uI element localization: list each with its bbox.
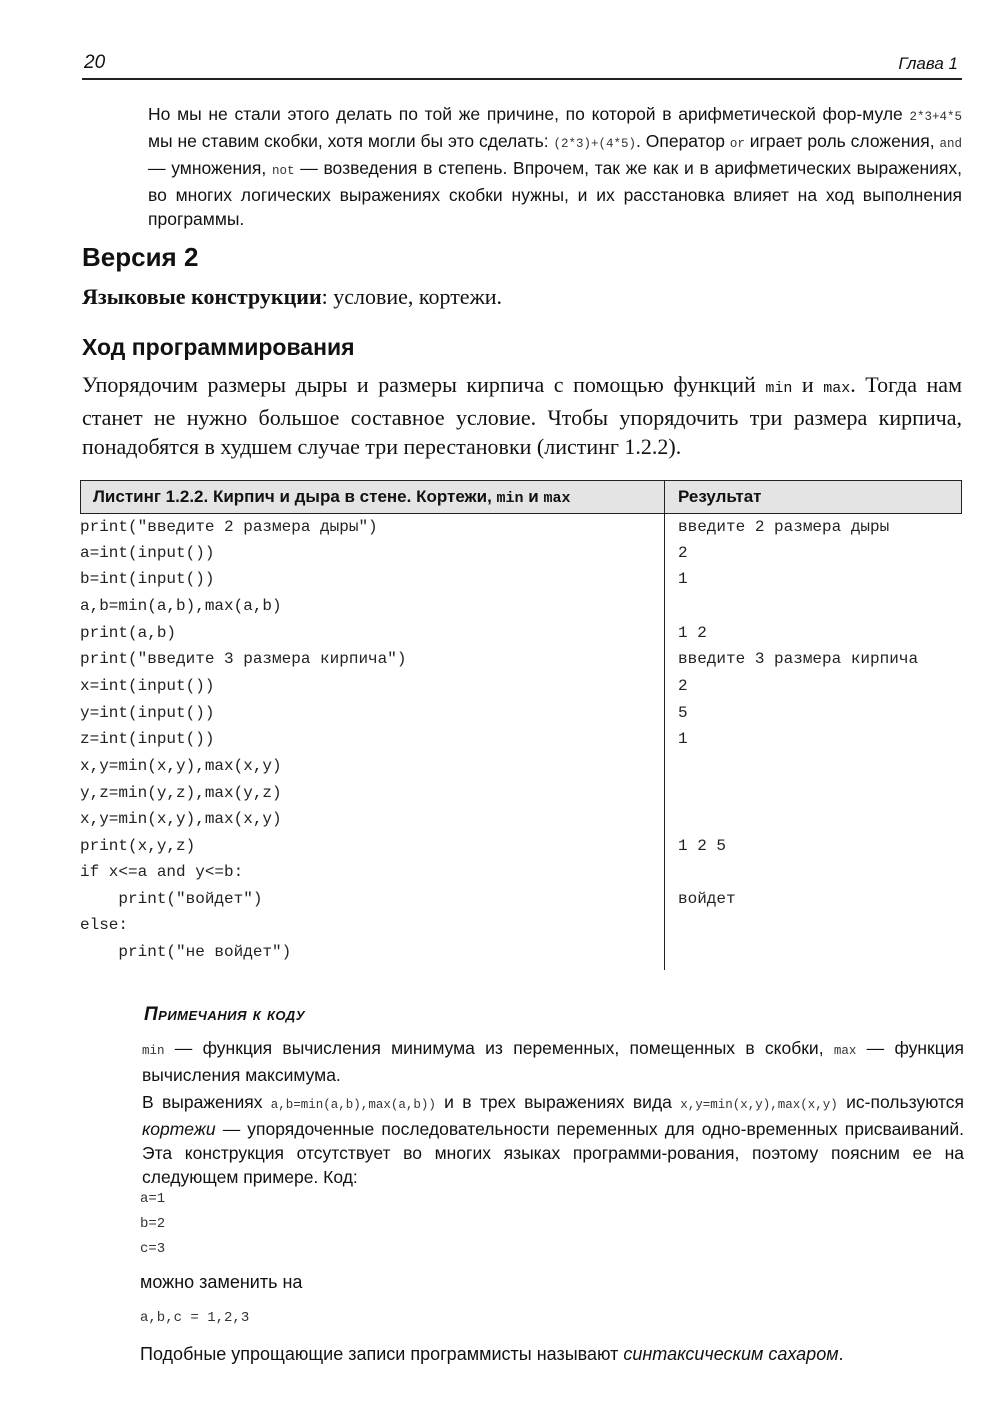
code-line: a,b=min(a,b),max(a,b) bbox=[80, 597, 282, 615]
code-line: y,z=min(y,z),max(y,z) bbox=[80, 784, 282, 802]
code-line: print("введите 2 размера дыры") bbox=[80, 518, 378, 536]
note-text: В выражениях bbox=[142, 1092, 271, 1112]
note-paragraph bbox=[142, 1090, 964, 1189]
result-line: 1 bbox=[678, 730, 688, 748]
note-code: max bbox=[833, 1044, 857, 1058]
body-code: min bbox=[765, 380, 793, 397]
result-line: войдет bbox=[678, 890, 736, 908]
note-code: x,y=min(x,y),max(x,y) bbox=[680, 1098, 838, 1112]
constructs-text: : условие, кортежи. bbox=[321, 284, 503, 309]
body-text: Упорядочим размеры дыры и размеры кирпича с помощью функций bbox=[82, 372, 766, 397]
chapter-label: Глава 1 bbox=[898, 54, 958, 73]
note-paragraph bbox=[142, 1036, 964, 1087]
result-line: 5 bbox=[678, 704, 688, 722]
intro-text: . Оператор bbox=[636, 131, 730, 151]
intro-code: not bbox=[271, 164, 295, 178]
intro-text: — возведения в степень. Впрочем, так же как и в арифметических выражениях, во многих логических выражениях скобки нужны, и их расстановка влияет на ход выполнения программы. bbox=[148, 158, 962, 229]
result-line: 2 bbox=[678, 677, 688, 695]
intro-text: Но мы не стали этого делать по той же причине, по которой в арифметической фор-муле bbox=[148, 104, 910, 124]
listing-title-text: и bbox=[523, 487, 544, 506]
final-text: Подобные упрощающие записи программисты называют bbox=[140, 1344, 624, 1364]
intro-text: играет роль сложения, bbox=[744, 131, 940, 151]
language-constructs bbox=[82, 284, 502, 310]
code-line: print("не войдет") bbox=[80, 943, 292, 961]
note-italic: кортежи bbox=[142, 1119, 216, 1139]
body-paragraph bbox=[82, 370, 962, 461]
listing-header bbox=[80, 480, 962, 514]
code-line: x=int(input()) bbox=[80, 677, 215, 695]
header-rule bbox=[82, 78, 962, 80]
result-header: Результат bbox=[678, 487, 762, 506]
intro-text: мы не ставим скобки, хотя могли бы это сделать: bbox=[148, 131, 554, 151]
result-line: введите 3 размера кирпича bbox=[678, 650, 919, 668]
note-text: — упорядоченные последовательности переменных для одно-временных присваиваний. Эта конструкция отсутствует во многих языках программи-рования, поэтому поясним ее на следующем примере. Код: bbox=[142, 1119, 964, 1187]
note-text: — функция вычисления минимума из переменных, помещенных в скобки, bbox=[164, 1038, 834, 1058]
body-text: и bbox=[792, 372, 824, 397]
code-line: y=int(input()) bbox=[80, 704, 215, 722]
section-title: Версия 2 bbox=[82, 242, 199, 272]
intro-code: (2*3)+(4*5) bbox=[553, 137, 637, 151]
example-code-line: b=2 bbox=[140, 1216, 166, 1232]
note-code: min bbox=[142, 1044, 165, 1058]
intro-code: and bbox=[939, 137, 962, 151]
intro-paragraph bbox=[148, 102, 962, 231]
example-code-line: c=3 bbox=[140, 1241, 166, 1257]
code-line: x,y=min(x,y),max(x,y) bbox=[80, 810, 282, 828]
code-line: print("введите 3 размера кирпича") bbox=[80, 650, 407, 668]
note-text: — функция вычисления максимума. bbox=[142, 1038, 964, 1085]
code-line: print(a,b) bbox=[80, 624, 177, 642]
code-line: if x<=a and y<=b: bbox=[80, 863, 244, 881]
example-code-line: a=1 bbox=[140, 1191, 166, 1207]
listing-title-code: max bbox=[543, 490, 571, 507]
result-line: 1 2 bbox=[678, 624, 707, 642]
note-code: a,b=min(a,b),max(a,b)) bbox=[270, 1098, 436, 1112]
result-line: 1 bbox=[678, 570, 688, 588]
listing-title-code: min bbox=[496, 490, 524, 507]
code-line: print(x,y,z) bbox=[80, 837, 196, 855]
final-italic: синтаксическим сахаром bbox=[623, 1344, 839, 1364]
code-line: print("войдет") bbox=[80, 890, 263, 908]
final-text: . bbox=[838, 1344, 844, 1364]
final-sentence bbox=[140, 1344, 844, 1365]
page-number: 20 bbox=[84, 52, 106, 73]
result-line: введите 2 размера дыры bbox=[678, 518, 890, 536]
progress-title: Ход программирования bbox=[82, 334, 355, 360]
code-line: z=int(input()) bbox=[80, 730, 215, 748]
result-line: 2 bbox=[678, 544, 688, 562]
example-code-line: a,b,c = 1,2,3 bbox=[140, 1310, 250, 1326]
code-line: b=int(input()) bbox=[80, 570, 215, 588]
intro-text: — умножения, bbox=[148, 158, 272, 178]
listing-title-text: Листинг 1.2.2. Кирпич и дыра в стене. Кортежи, bbox=[93, 487, 497, 506]
code-line: x,y=min(x,y),max(x,y) bbox=[80, 757, 282, 775]
code-line: a=int(input()) bbox=[80, 544, 215, 562]
listing-title bbox=[81, 481, 665, 513]
intro-code: or bbox=[729, 137, 745, 151]
note-text: ис-пользуются bbox=[837, 1092, 964, 1112]
intro-code: 2*3+4*5 bbox=[909, 110, 962, 124]
replace-text: можно заменить на bbox=[140, 1272, 303, 1292]
body-code: max bbox=[823, 380, 851, 397]
notes-title: Примечания к коду bbox=[144, 1004, 305, 1025]
note-text: и в трех выражениях вида bbox=[435, 1092, 681, 1112]
result-line: 1 2 5 bbox=[678, 837, 727, 855]
column-divider bbox=[664, 512, 665, 970]
constructs-label: Языковые конструкции bbox=[82, 284, 322, 309]
body-text: . Тогда нам станет не нужно большое составное условие. Чтобы упорядочить три размера кирпича, понадобятся в худшем случае три перестановки (листинг 1.2.2). bbox=[82, 372, 962, 459]
code-line: else: bbox=[80, 916, 129, 934]
